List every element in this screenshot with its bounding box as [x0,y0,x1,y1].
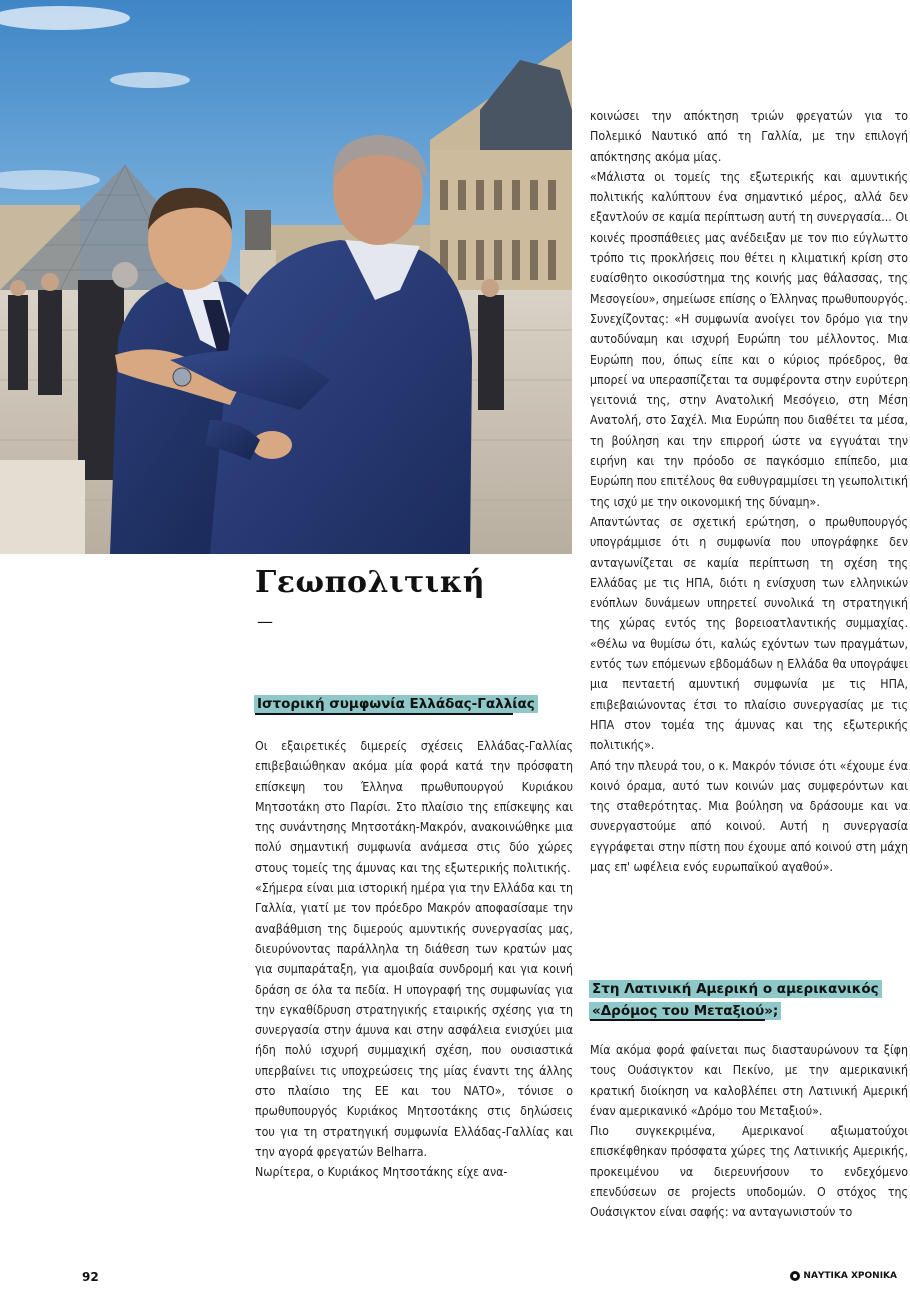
headline-underline-2 [590,1019,765,1021]
article-photo [0,0,572,554]
paragraph: κοινώσει την απόκτηση τριών φρεγατών για το Πολεμικό Ναυτικό από τη Γαλλία, με την επιλογή απόκτησης ακόμα μίας. [590,109,908,164]
page-number: 92 [82,1270,99,1284]
headline-underline [255,713,513,715]
brand-logo-icon [790,1271,800,1281]
paragraph: Νωρίτερα, ο Κυριάκος Μητσοτάκης είχε ανα- [255,1165,508,1180]
paragraph: Οι εξαιρετικές διμερείς σχέσεις Ελλάδας-Γαλλίας επιβεβαιώθηκαν ακόμα μία φορά κατά την πρόσφατη επίσκεψη του Έλληνα πρωθυπουργού Κυριάκου Μητσοτάκη στο Παρίσι. Στο πλαίσιο της επίσκεψης και της συνάντησης Μητσοτάκη-Μακρόν, ανακοινώθηκε μια πολύ σημαντική συμφωνία ανάμεσα στις δύο χώρες στους τομείς της άμυνας και της εξωτερικής πολιτικής. [255,739,573,875]
paragraph: «Σήμερα είναι μια ιστορική ημέρα για την Ελλάδα και τη Γαλλία, γιατί με τον πρόεδρο Μακρόν αποφασίσαμε την αναβάθμιση της διμερούς αμυντικής συνεργασίας μας, διευρύνοντας παράλληλα τη διάθεση των κρατών μας για συμπαράταξη, για αμοιβαία συνδρομή και για κοινή δράση σε όλα τα πεδία. Η υπογραφή της συμφωνίας για την εγκαθίδρυση στρατηγικής εταιρικής σχέσης για τη συνεργασία στην άμυνα και στην ασφάλεια ενισχύει μια ήδη πολύ ισχυρή συμμαχική σχέση, που ουσιαστικά υπερβαίνει τις υποχρεώσεις της μίας έναντι της άλλης στο πλαίσιο της ΕΕ και του ΝΑΤΟ», τόνισε ο πρωθυπουργός Κυριάκος Μητσοτάκης στις δηλώσεις του για τη στρατηγική συμφωνία Ελλάδας-Γαλλίας και την αγορά φρεγατών Belharra. [255,881,573,1159]
paragraph: Πιο συγκεκριμένα, Αμερικανοί αξιωματούχοι επισκέφθηκαν πρόσφατα χώρες της Λατινικής Αμερικής, προκειμένου να διερευνήσουν το ενδεχόμενο επενδύσεων σε projects υποδομών. Ο στόχος της Ουάσιγκτον είναι σαφής: να ανταγωνιστούν το [590,1124,908,1220]
left-column-body [255,736,573,1183]
paragraph: Απαντώντας σε σχετική ερώτηση, ο πρωθυπουργός υπογράμμισε ότι η συμφωνία που υπογράφηκε δεν ανταγωνίζεται σε καμία περίπτωση τη σχέση της Ελλάδας με τις ΗΠΑ, διότι η ενίσχυση των ελληνικών ενόπλων δυνάμεων υπηρετεί συνολικά τη στρατηγική της χώρας εντός της βορειοατλαντικής συμμαχίας. «Θέλω να θυμίσω ότι, καλώς εχόντων των πραγμάτων, εντός των επόμενων εβδομάδων η Ελλάδα θα υπογράψει μια πενταετή αμυντική συμφωνία με τις ΗΠΑ, επιβεβαιώνοντας έτσι το πλαίσιο συνεργασίας με τις ΗΠΑ στον τομέα της άμυνας και της εξωτερικής πολιτικής». [590,514,908,753]
article-headline [254,693,574,715]
section-title: Γεωπολιτική [255,565,486,600]
paragraph: «Μάλιστα οι τομείς της εξωτερικής και αμυντικής πολιτικής καλύπτουν ένα σημαντικό μέρος, αλλά δεν εξαντλούν σε καμία περίπτωση αυτή τη συνεργασία... Οι κοινές προσπάθειες μας ανέδειξαν με τον πιο εύγλωττο τρόπο τις προκλήσεις που θέτει η κλιματική κρίση στο ευαίσθητο οικοσύστημα της κοινής μας θάλασσας, της Μεσογείου», σημείωσε επίσης ο Έλληνας πρωθυπουργός. [590,169,908,306]
title-dash: — [257,612,273,631]
magazine-brand [790,1271,897,1281]
brand-name: ΝΑΥΤΙΚΑ ΧΡΟΝΙΚΑ [803,1271,897,1281]
article-headline-2 [589,978,909,1022]
right-column-body [590,106,908,877]
paragraph: Συνεχίζοντας: «Η συμφωνία ανοίγει τον δρόμο για την αυτοδύναμη και ισχυρή Ευρώπη του μέλλοντος. Μια Ευρώπη που, όπως είπε και ο κύριος πρόεδρος, θα μπορεί να υπερασπίζεται τα συμφέροντα στην ευρύτερη γειτονιά της, στην Ανατολική Μεσόγειο, στη Μέση Ανατολή, στο Σαχέλ. Μια Ευρώπη που διαθέτει τα μέσα, τη βούληση και την επιρροή ώστε να εγγυάται την ειρήνη και την πρόοδο σε παγκόσμιο επίπεδο, μια Ευρώπη που επιτέλους θα ευθυγραμμίσει τη γεωπολιτική της ισχύ με την οικονομική της δύναμη». [590,311,908,509]
headline-text: Ιστορική συμφωνία Ελλάδας-Γαλλίας [254,695,538,713]
paragraph: Από την πλευρά του, ο κ. Μακρόν τόνισε ότι «έχουμε ένα κοινό όραμα, αυτό των κοινών μας συμφερόντων και της σταθερότητας. Μια βούληση να δράσουμε και να συνεργαστούμε από κοινού. Αυτή η συνεργασία εγγράφεται στην πίστη που έχουμε από κοινού στη μάχη μας επ' ωφέλεια ενός ευρωπαϊκού αγαθού». [590,758,908,874]
headline-text-2: Στη Λατινική Αμερική ο αμερικανικός «Δρόμος του Μεταξιού»; [589,980,882,1020]
paragraph: Μία ακόμα φορά φαίνεται πως διασταυρώνουν τα ξίφη τους Ουάσιγκτον και Πεκίνο, με την αμερικανική κρατική διοίκηση να καλοβλέπει στη Λατινική Αμερική έναν αμερικανικό «Δρόμο του Μεταξιού». [590,1043,908,1118]
article2-body [590,1040,908,1223]
